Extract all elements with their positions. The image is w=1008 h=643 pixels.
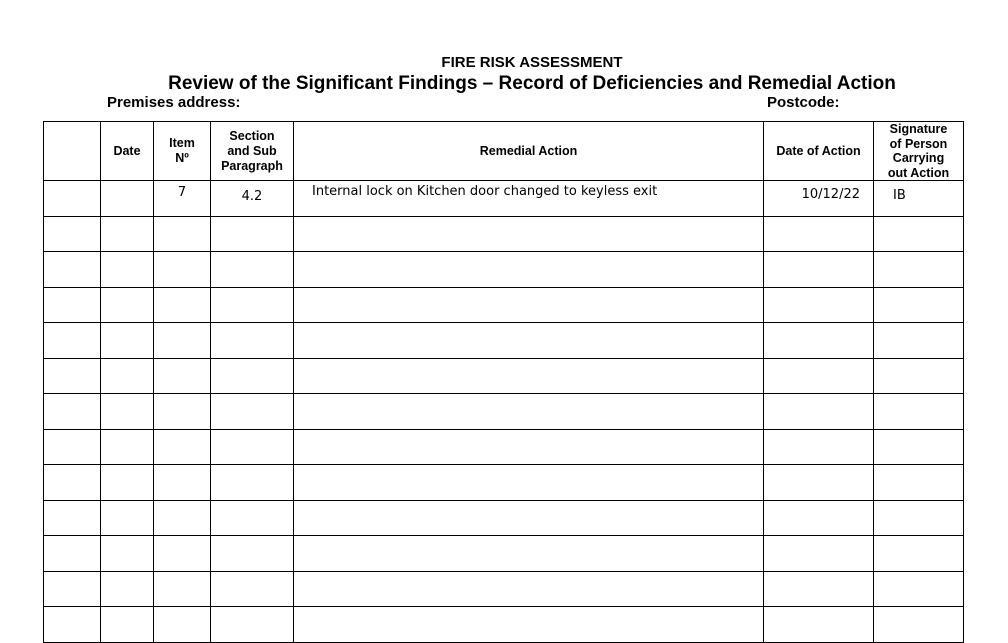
premises-address-label: Premises address:: [107, 94, 241, 111]
cell-item-no: [154, 571, 211, 607]
cell-remedial-action: [294, 216, 764, 252]
cell-date: [101, 323, 154, 359]
cell-section: [211, 429, 294, 465]
cell-date: [101, 536, 154, 572]
cell-signature: [874, 216, 964, 252]
header-section: Section and Sub Paragraph: [211, 122, 294, 181]
header-date: Date: [101, 122, 154, 181]
cell-date-of-action: [764, 394, 874, 430]
cell-remedial-action: [294, 394, 764, 430]
cell-section: [211, 500, 294, 536]
cell-signature: [874, 571, 964, 607]
deficiencies-table: [43, 121, 964, 643]
cell-date-of-action: 10/12/22: [764, 181, 874, 217]
cell-item-no: [154, 252, 211, 288]
table-row: [44, 465, 964, 501]
cell-date-of-action: [764, 429, 874, 465]
cell-item-no: [154, 429, 211, 465]
cell-remedial-action: [294, 500, 764, 536]
table-row: [44, 536, 964, 572]
cell-blank: [44, 465, 101, 501]
cell-signature: [874, 394, 964, 430]
cell-date: [101, 287, 154, 323]
table-row: [44, 181, 964, 217]
table-row: [44, 287, 964, 323]
header-item-no: Item Nº: [154, 122, 211, 181]
cell-blank: [44, 394, 101, 430]
cell-section: [211, 536, 294, 572]
table-row: [44, 607, 964, 643]
cell-signature: [874, 358, 964, 394]
cell-blank: [44, 358, 101, 394]
table-row: [44, 394, 964, 430]
cell-date: [101, 465, 154, 501]
cell-remedial-action: [294, 571, 764, 607]
cell-remedial-action: [294, 252, 764, 288]
cell-date: [101, 607, 154, 643]
cell-section: [211, 323, 294, 359]
cell-signature: [874, 287, 964, 323]
cell-date-of-action: [764, 465, 874, 501]
cell-date-of-action: [764, 216, 874, 252]
cell-section: [211, 216, 294, 252]
cell-remedial-action: [294, 287, 764, 323]
cell-blank: [44, 571, 101, 607]
cell-remedial-action: [294, 465, 764, 501]
cell-blank: [44, 607, 101, 643]
cell-date-of-action: [764, 571, 874, 607]
cell-date: [101, 181, 154, 217]
cell-item-no: [154, 287, 211, 323]
cell-date: [101, 358, 154, 394]
cell-section: [211, 252, 294, 288]
postcode-label: Postcode:: [767, 94, 840, 111]
cell-date-of-action: [764, 358, 874, 394]
cell-blank: [44, 287, 101, 323]
cell-date-of-action: [764, 536, 874, 572]
cell-item-no: [154, 216, 211, 252]
cell-date: [101, 216, 154, 252]
cell-remedial-action: [294, 323, 764, 359]
cell-signature: [874, 429, 964, 465]
document-title: FIRE RISK ASSESSMENT: [441, 54, 623, 71]
cell-remedial-action: Internal lock on Kitchen door changed to keyless exit: [294, 181, 764, 217]
cell-signature: [874, 252, 964, 288]
cell-remedial-action: [294, 536, 764, 572]
cell-section: [211, 287, 294, 323]
cell-section: [211, 571, 294, 607]
table-row: [44, 323, 964, 359]
cell-item-no: 7: [154, 181, 211, 217]
cell-signature: [874, 536, 964, 572]
cell-date-of-action: [764, 287, 874, 323]
table-row: [44, 500, 964, 536]
cell-blank: [44, 252, 101, 288]
table-row: [44, 429, 964, 465]
cell-section: [211, 358, 294, 394]
cell-remedial-action: [294, 607, 764, 643]
cell-section: [211, 394, 294, 430]
document-subtitle: Review of the Significant Findings – Record of Deficiencies and Remedial Action: [168, 73, 896, 94]
cell-blank: [44, 429, 101, 465]
table-row: [44, 571, 964, 607]
cell-signature: [874, 465, 964, 501]
cell-date: [101, 252, 154, 288]
cell-item-no: [154, 358, 211, 394]
table-row: [44, 358, 964, 394]
cell-item-no: [154, 500, 211, 536]
table-row: [44, 252, 964, 288]
cell-item-no: [154, 323, 211, 359]
cell-blank: [44, 323, 101, 359]
cell-section: 4.2: [211, 181, 294, 217]
cell-date: [101, 394, 154, 430]
cell-section: [211, 465, 294, 501]
header-remedial-action: Remedial Action: [294, 122, 764, 181]
cell-blank: [44, 536, 101, 572]
table-row: [44, 216, 964, 252]
cell-signature: [874, 323, 964, 359]
cell-signature: IB: [874, 181, 964, 217]
cell-remedial-action: [294, 429, 764, 465]
cell-item-no: [154, 465, 211, 501]
cell-date-of-action: [764, 607, 874, 643]
cell-item-no: [154, 536, 211, 572]
header-date-of-action: Date of Action: [764, 122, 874, 181]
cell-date: [101, 429, 154, 465]
cell-date-of-action: [764, 500, 874, 536]
cell-date-of-action: [764, 252, 874, 288]
cell-blank: [44, 181, 101, 217]
cell-date-of-action: [764, 323, 874, 359]
cell-blank: [44, 500, 101, 536]
cell-date: [101, 571, 154, 607]
cell-date: [101, 500, 154, 536]
cell-item-no: [154, 607, 211, 643]
cell-blank: [44, 216, 101, 252]
header-blank: [44, 122, 101, 181]
cell-remedial-action: [294, 358, 764, 394]
cell-section: [211, 607, 294, 643]
cell-signature: [874, 500, 964, 536]
header-signature: Signature of Person Carrying out Action: [874, 122, 964, 181]
table-header-row: [44, 122, 964, 181]
cell-signature: [874, 607, 964, 643]
cell-item-no: [154, 394, 211, 430]
